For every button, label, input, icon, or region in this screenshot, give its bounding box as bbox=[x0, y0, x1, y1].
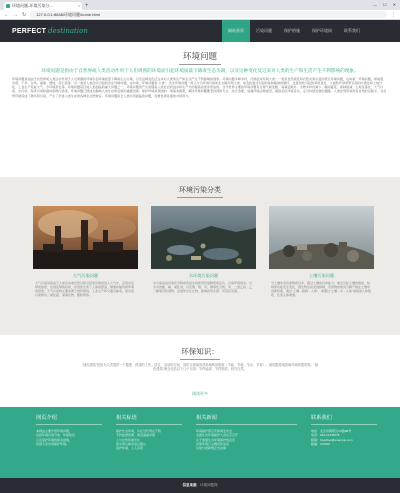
footer-link[interactable]: 人与自然和谐共生 bbox=[116, 437, 141, 442]
browser-tab-strip bbox=[0, 0, 400, 10]
card-description: 当土壤中含有害物质过多，超过土壤的自净能力，就会引起土壤的组成、结构和功能发生变化，微生物活动受到抑制，有害物质或其分解产物在土壤中逐渐积累，通过“土壤→植物→人体”，或通过“土壤→水→人体”间接被人体吸收，危害人体健康。 bbox=[271, 281, 371, 297]
new-tab-button[interactable]: + bbox=[85, 3, 89, 9]
footer-link[interactable]: 世界环境日主题宣传活动 bbox=[196, 441, 230, 446]
footer-link[interactable]: 关于加强生态环境保护的意见 bbox=[196, 437, 236, 442]
intro-body: 环境问题是指由于自然界或人类活动作用于人们周围的环境引起环境质量下降或生态失调，以及这种变化反过来对人类的生产和生活产生不利影响的现象。环境问题多种多样，归纳起来有两大类：一类是自然演变和自然灾害引起的原生环境问题，也叫第一环境问题，如地震、洪涝、干旱、台风、崩塌、滑坡、泥石流等；另一类是人类活动引起的次生环境问题，也叫第二环境问题和“公害”。次生环境问题一般又分为环境污染和生态破坏两大类，如乱砍滥伐引起的森林植被的破坏、过度放牧引起的草原退化、大面积开垦草原引起的沙漠化和土地沙化、工业生产造成大气、水环境恶化等。环境问题是目前人类面临的重大问题之一，环境问题的产生是随着人类社会的进步和生产力的提高而逐步形成的。当今世界主要的环境问题有全球气候变暖、臭氧层破坏、生物多样性减少、酸雨蔓延、森林锐减、土地荒漠化、大气污染、水污染、海洋污染和固体废物污染等，环境问题已经成为影响人类生存和发展的重要因素。保护环境是我国的一项基本国策，解决环境问题要坚持预防为主、综合治理，加强环境法制建设，提高全民环境意识，走可持续发展的道路。人类在利用和改造自然的过程中，对自然环境造成了破坏和污染，产生了危害人类生存的各种负反馈效应。环境问题是全人类共同面临的问题，需要世界各国的共同努力。 bbox=[12, 77, 387, 98]
close-window-icon[interactable]: ✕ bbox=[392, 2, 396, 7]
pollution-types-section bbox=[0, 177, 400, 335]
reload-icon[interactable]: ↻ bbox=[22, 11, 27, 18]
footer-col-intro: 网页介绍 本网站主要介绍环境问题， 包括环境污染分类、环保知识 以及保护环境的相关措施， 希望大家共同保护环境。 bbox=[36, 414, 116, 469]
card-air-pollution[interactable] bbox=[33, 206, 138, 313]
site-favicon-icon bbox=[6, 4, 10, 8]
nav-home[interactable]: 网站首页 bbox=[222, 20, 250, 42]
title-divider bbox=[179, 64, 221, 65]
footer-link[interactable]: 保护生态环境，功在当代利在千秋 bbox=[116, 429, 162, 433]
air-pollution-image[interactable] bbox=[33, 206, 138, 269]
maximize-icon[interactable]: ☐ bbox=[383, 2, 387, 7]
tab-close-icon[interactable]: × bbox=[77, 3, 80, 8]
soil-pollution-image[interactable] bbox=[269, 206, 374, 269]
back-icon[interactable]: ← bbox=[4, 11, 9, 18]
footer-col-news: 相关新闻 环境保护部召开新闻发布会 全国生态环境保护大会在京召开 关于加强生态环境保护的意见 世界环境日主题宣传活动 垃圾分类新规正式实施 bbox=[196, 414, 311, 469]
types-title: 环境污染分类 bbox=[179, 187, 221, 194]
menu-icon[interactable]: ⋮ bbox=[391, 11, 396, 18]
address-bar bbox=[0, 10, 400, 20]
card-title: 水环境污染问题 bbox=[188, 273, 219, 278]
forward-icon[interactable]: → bbox=[13, 11, 18, 18]
read-more-link[interactable]: 阅读更多 bbox=[192, 391, 208, 396]
card-description: 水污染是由有害化学物质造成水的使用价值降低或丧失，污染环境的水。污水中的酸、碱、氧化剂，以及铜、镉、汞、砷等化合物，苯、二氯乙烷、乙二醇等有机毒物，会毒死水生生物，影响饮用水源、风景区景观。 bbox=[153, 281, 253, 293]
footer-link[interactable]: 全国生态环境保护大会在京召开 bbox=[196, 433, 239, 438]
window-controls bbox=[373, 0, 400, 10]
nav-protection[interactable]: 保护环境网 bbox=[312, 28, 332, 33]
water-pollution-image[interactable] bbox=[151, 206, 256, 269]
footer-col-contact: 联系我们 地址：北京市朝阳区XX路88号 电话：010-12345678 邮箱：huanbao@example.com 邮编：100000 bbox=[311, 414, 391, 469]
card-description: 大气污染是指由于人类活动或自然过程引起某些物质进入大气中，呈现出足够的浓度，达到足够的时间，并因此危害了人体的舒适、健康和福利或环境的现象。大气污染物主要来源于燃料燃烧、工业生产和交通运输等，常见的污染物有二氧化硫、氮氧化物、颗粒物等。 bbox=[35, 281, 135, 297]
nav-pollution[interactable]: 污染问题 bbox=[256, 28, 272, 33]
footer-link[interactable]: 环境保护部召开新闻发布会 bbox=[196, 429, 233, 433]
footer-link[interactable]: 绿水青山就是金山银山 bbox=[116, 441, 147, 446]
knowledge-section bbox=[0, 346, 400, 397]
footer-link[interactable]: 节约能源资源，建设美丽中国 bbox=[116, 433, 156, 438]
tab-title: 环境问题-环境污染分... bbox=[12, 3, 53, 8]
footer-link[interactable]: 垃圾分类新规正式实施 bbox=[196, 446, 227, 451]
nav-contact[interactable]: 联系我们 bbox=[344, 28, 360, 33]
knowledge-title: 环保知识： bbox=[181, 347, 219, 356]
card-soil-pollution[interactable] bbox=[269, 206, 374, 313]
intro-title: 环境问题 bbox=[182, 51, 217, 61]
site-logo[interactable]: PERFECT destination bbox=[12, 27, 88, 35]
intro-lead: 环境问题是指由于自然界或人类活动作用于人们周围的环境而引起环境质量下降或生态失调，以及这种变化反过来对人类的生产和生活产生不利影响的现象。 bbox=[41, 68, 359, 73]
site-footer bbox=[0, 407, 400, 478]
title-divider bbox=[177, 197, 223, 198]
intro-section bbox=[0, 42, 400, 151]
main-nav bbox=[222, 20, 366, 42]
footer-col-slogans: 相关标语 保护生态环境，功在当代利在千秋 节约能源资源，建设美丽中国 人与自然和谐共生 绿水青山就是金山银山 爱护环境，人人有责 bbox=[116, 414, 196, 469]
nav-measures[interactable]: 保护措施 bbox=[284, 28, 300, 33]
copyright-text: ：环境问题网 bbox=[196, 483, 218, 487]
url-input[interactable]: 127.0.0.1:8848/环境问题/home.html bbox=[30, 11, 387, 18]
card-water-pollution[interactable] bbox=[151, 206, 256, 313]
site-header bbox=[0, 20, 400, 42]
browser-tab[interactable] bbox=[4, 2, 82, 10]
card-title: 土壤污染问题 bbox=[308, 273, 335, 278]
minimize-icon[interactable]: — bbox=[373, 2, 378, 7]
card-title: 大气污染问题 bbox=[72, 273, 99, 278]
knowledge-body: “绿色建筑”是指为人类提供一个健康、舒适的工作、居住、活动的空间，同时实现最高效率地利用资源（节能、节地、节水、节材），最低限度地影响环境的建筑物。“绿色建筑”理念包括以下几个方面：节约能源、节约资源、回归自然。 bbox=[82, 363, 318, 372]
copyright-label: 信息来源 bbox=[182, 483, 197, 487]
footer-link[interactable]: 爱护环境，人人有责 bbox=[116, 446, 144, 451]
title-divider bbox=[180, 359, 220, 360]
copyright-bar bbox=[0, 478, 400, 493]
